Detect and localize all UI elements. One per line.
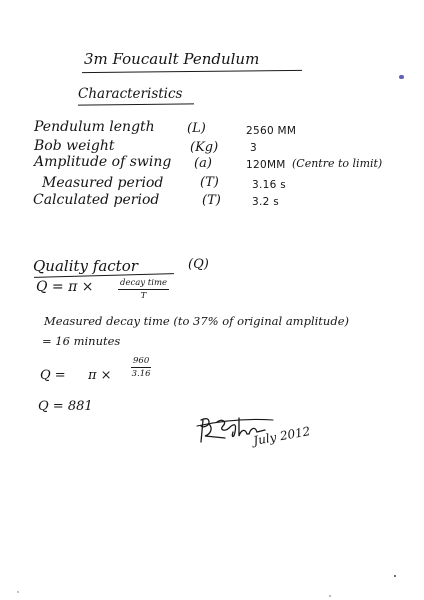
calc-operator: π × xyxy=(88,368,112,383)
row-label-measured-period: Measured period xyxy=(42,175,164,191)
signature-date: July 2012 xyxy=(252,424,312,448)
row-value-amplitude: 120MM xyxy=(246,159,286,171)
row-value-calculated-period: 3.2 s xyxy=(252,196,280,208)
page-title: 3m Foucault Pendulum xyxy=(84,50,260,68)
calc-numerator: 960 xyxy=(133,356,150,366)
quality-factor-symbol: (Q) xyxy=(188,257,209,272)
formula-denominator: T xyxy=(140,291,147,301)
result-line: Q = 881 xyxy=(38,399,93,414)
row-value-bob-weight: 3 xyxy=(250,142,257,154)
row-symbol-measured-period: (T) xyxy=(200,175,219,190)
row-label-length: Pendulum length xyxy=(34,119,155,135)
row-label-amplitude: Amplitude of swing xyxy=(34,154,172,170)
calc-lhs: Q = xyxy=(40,368,66,383)
measured-decay-line: Measured decay time (to 37% of original amplitude) xyxy=(44,314,349,328)
row-note-amplitude: (Centre to limit) xyxy=(292,157,383,170)
row-symbol-bob-weight: (Kg) xyxy=(190,140,219,155)
measured-decay-value: = 16 minutes xyxy=(42,334,121,348)
row-symbol-amplitude: (a) xyxy=(194,156,212,171)
row-symbol-calculated-period: (T) xyxy=(202,193,221,208)
row-value-measured-period: 3.16 s xyxy=(252,179,286,191)
section-heading: Characteristics xyxy=(78,86,183,102)
calc-denominator: 3.16 xyxy=(131,369,151,379)
row-label-calculated-period: Calculated period xyxy=(33,192,160,208)
row-symbol-length: (L) xyxy=(187,121,206,136)
quality-factor-heading: Quality factor xyxy=(33,257,138,275)
formula-numerator: decay time xyxy=(120,278,168,288)
formula-lhs: Q = π × xyxy=(36,279,94,295)
row-label-bob-weight: Bob weight xyxy=(34,138,115,154)
row-value-length: 2560 MM xyxy=(246,125,297,137)
